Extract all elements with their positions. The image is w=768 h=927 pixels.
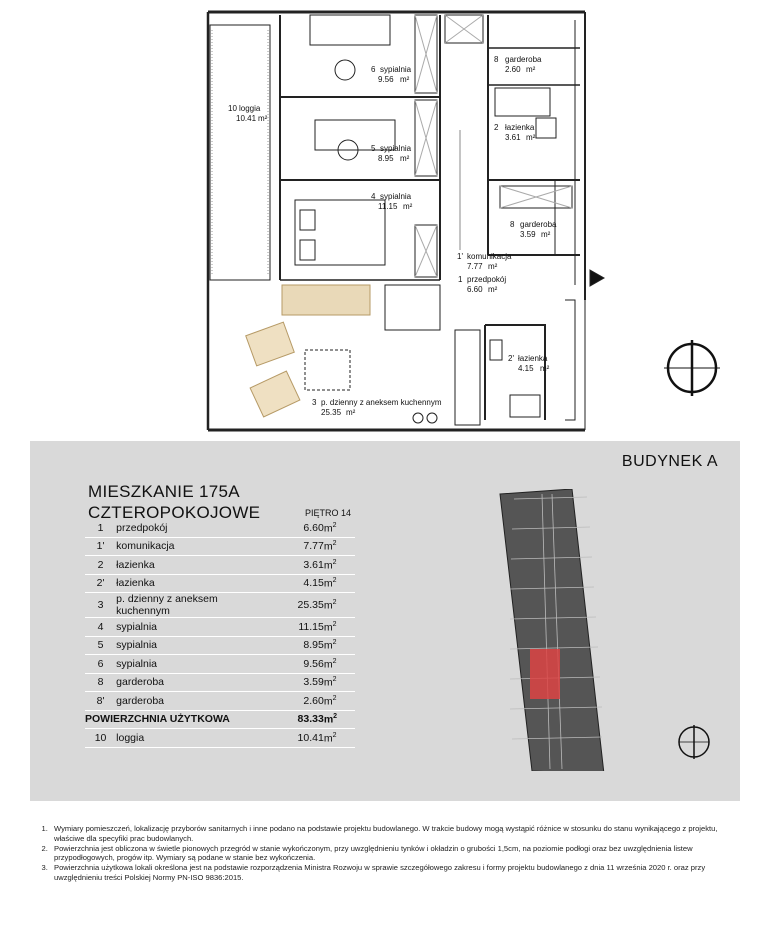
table-row: [85, 537, 355, 556]
footnote: 3. Powierzchnia użytkowa lokali określona jest na podstawie rozporządzenia Ministra Rozwoju w sprawie szczegółowego zakresu i formy projektu budowlanego z dnia 11 września 2020 r. oraz przy uwzględnieniu treści Polskiej Normy PN-ISO 9836:2015.: [50, 863, 728, 883]
room-name: sypialnia: [116, 655, 267, 674]
room-area: 4.15: [267, 574, 324, 593]
north-arrow-icon: [676, 724, 712, 760]
room-label-num: 1': [457, 252, 463, 261]
area-unit: $m^2$: [324, 692, 355, 711]
room-label-num: 8: [510, 220, 515, 229]
room-area: 11.15: [267, 618, 324, 637]
area-unit: $m^2$: [324, 556, 355, 575]
room-label-area: 10.41: [236, 114, 257, 123]
room-label-unit: m²: [400, 75, 410, 84]
room-label-area: 9.56: [378, 75, 394, 84]
highlighted-apartment: [530, 649, 560, 699]
room-area: 25.35: [267, 593, 324, 618]
room-number: 6: [85, 655, 116, 674]
room-number: 10: [85, 729, 116, 748]
table-row: [85, 636, 355, 655]
room-label-unit: m²: [258, 114, 268, 123]
room-label-num: 3: [312, 398, 317, 407]
table-row: [85, 593, 355, 618]
footnote: 2. Powierzchnia jest obliczona w świetle pionowych przegród w stanie wykończonym, przy uwzględnieniu tynków i okładzin o grubości 1,5cm, na poziomie podłogi oraz bez uwzględnienia listew przypodłogowych, progów itp. Wymiary są podane w stanie bez wykończenia.: [50, 844, 728, 864]
room-label-name: p. dzienny z aneksem kuchennym: [321, 398, 442, 407]
room-number: 2': [85, 574, 116, 593]
area-unit: $m^2$: [324, 710, 355, 729]
room-label-unit: m²: [526, 133, 536, 142]
room-label-name: komunikacja: [467, 252, 512, 261]
room-label-num: 4: [371, 192, 376, 201]
table-row: [85, 556, 355, 575]
room-label-unit: m²: [403, 202, 413, 211]
room-number: 4: [85, 618, 116, 637]
room-number: 5: [85, 636, 116, 655]
room-name: sypialnia: [116, 618, 267, 637]
room-label-num: 2: [494, 123, 499, 132]
footnotes: [38, 824, 728, 883]
total-row: [85, 710, 355, 729]
room-label-name: sypialnia: [380, 65, 412, 74]
room-label-area: 2.60: [505, 65, 521, 74]
total-label: POWIERZCHNIA UŻYTKOWA: [85, 710, 267, 729]
area-unit: $m^2$: [324, 618, 355, 637]
room-label-area: 6.60: [467, 285, 483, 294]
room-label-name: łazienka: [518, 354, 548, 363]
room-label-num: 1: [458, 275, 463, 284]
room-label-name: garderoba: [505, 55, 542, 64]
room-label-area: 4.15: [518, 364, 534, 373]
area-unit: $m^2$: [324, 593, 355, 618]
room-label-name: garderoba: [520, 220, 557, 229]
apartment-title: [88, 481, 260, 523]
room-name: sypialnia: [116, 636, 267, 655]
room-label-num: 8: [494, 55, 499, 64]
room-area: 3.59: [267, 673, 324, 692]
area-unit: $m^2$: [324, 729, 355, 748]
apartment-number: MIESZKANIE 175A: [88, 482, 240, 501]
area-unit: $m^2$: [324, 537, 355, 556]
area-unit: $m^2$: [324, 519, 355, 537]
room-label-unit: m²: [540, 364, 550, 373]
table-row: [85, 729, 355, 748]
room-label-unit: m²: [526, 65, 536, 74]
room-number: 8: [85, 673, 116, 692]
room-number: 1: [85, 519, 116, 537]
room-label-name: łazienka: [505, 123, 535, 132]
room-area: 3.61: [267, 556, 324, 575]
room-label-area: 3.61: [505, 133, 521, 142]
room-label-name: sypialnia: [380, 144, 412, 153]
room-number: 8': [85, 692, 116, 711]
room-area: 7.77: [267, 537, 324, 556]
area-unit: $m^2$: [324, 636, 355, 655]
room-label-name: przedpokój: [467, 275, 507, 284]
building-key-map: [492, 489, 612, 771]
room-number: 2: [85, 556, 116, 575]
footnote: 1. Wymiary pomieszczeń, lokalizację przyborów sanitarnych i inne podano na podstawie projektu budowlanego. W trakcie budowy mogą wystąpić różnice w stosunku do stanu wynikającego z projektu, właściwe dla specyfiki prac budowlanych.: [50, 824, 728, 844]
room-label-unit: m²: [488, 262, 498, 271]
area-unit: $m^2$: [324, 574, 355, 593]
room-name: garderoba: [116, 692, 267, 711]
room-label-num: 10: [228, 104, 237, 113]
room-label-name: loggia: [239, 104, 261, 113]
table-row: [85, 618, 355, 637]
room-label-unit: m²: [541, 230, 551, 239]
room-area-table: [85, 519, 355, 748]
room-area: 6.60: [267, 519, 324, 537]
room-label-area: 7.77: [467, 262, 483, 271]
room-area: 10.41: [267, 729, 324, 748]
room-label-num: 2': [508, 354, 514, 363]
room-label-num: 6: [371, 65, 376, 74]
room-name: łazienka: [116, 556, 267, 575]
room-label-area: 3.59: [520, 230, 536, 239]
room-name: loggia: [116, 729, 267, 748]
room-label-area: 25.35: [321, 408, 342, 417]
room-name: łazienka: [116, 574, 267, 593]
room-area: 8.95: [267, 636, 324, 655]
north-arrow-icon: [664, 340, 720, 396]
table-row: [85, 519, 355, 537]
floor-plan: [0, 0, 768, 440]
room-label-num: 5: [371, 144, 376, 153]
building-name: BUDYNEK A: [621, 453, 718, 470]
room-label-unit: m²: [488, 285, 498, 294]
apartment-type: CZTEROPOKOJOWE: [88, 503, 261, 522]
area-unit: $m^2$: [324, 673, 355, 692]
table-row: [85, 692, 355, 711]
table-row: [85, 655, 355, 674]
room-label-unit: m²: [346, 408, 356, 417]
apartment-info-panel: [30, 441, 740, 801]
room-number: 3: [85, 593, 116, 618]
room-name: komunikacja: [116, 537, 267, 556]
room-label-area: 8.95: [378, 154, 394, 163]
area-unit: $m^2$: [324, 655, 355, 674]
room-number: 1': [85, 537, 116, 556]
room-label-name: sypialnia: [380, 192, 412, 201]
table-row: [85, 673, 355, 692]
room-name: garderoba: [116, 673, 267, 692]
room-area: 9.56: [267, 655, 324, 674]
floor-label: PIĘTRO 14: [305, 508, 352, 518]
room-name: przedpokój: [116, 519, 267, 537]
floor-plan-drawing: [0, 0, 768, 440]
total-area: 83.33: [267, 710, 324, 729]
room-label-unit: m²: [400, 154, 410, 163]
room-area: 2.60: [267, 692, 324, 711]
table-row: [85, 574, 355, 593]
room-label-area: 11.15: [378, 202, 398, 211]
room-name: p. dzienny z aneksem kuchennym: [116, 593, 267, 618]
